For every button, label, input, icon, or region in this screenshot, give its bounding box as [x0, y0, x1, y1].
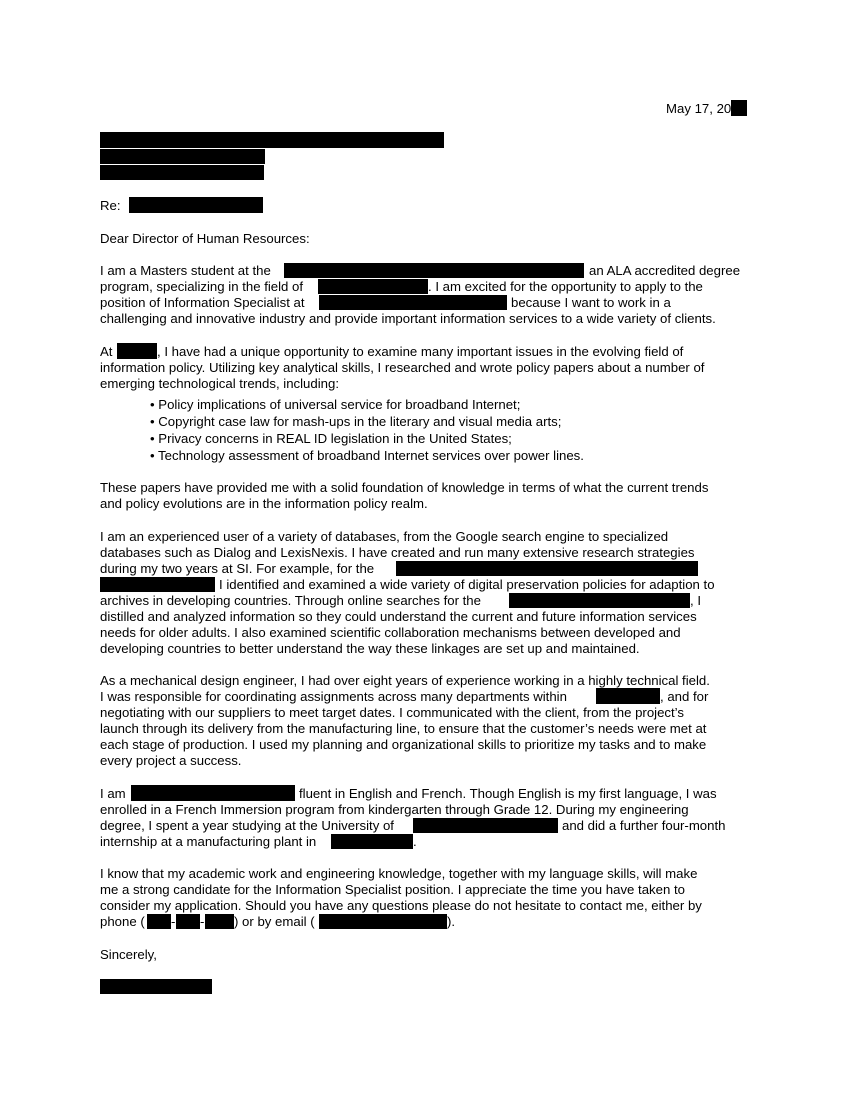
text-segment: - — [171, 914, 176, 929]
paragraph-1-line-1 — [100, 263, 271, 279]
text-segment: position of Information Specialist at — [100, 295, 305, 310]
text-segment: , and for — [660, 689, 709, 704]
text-segment: , I have had a unique opportunity to examine many important issues in the evolving field of — [157, 344, 684, 359]
paragraph-5-line-4: launch through its delivery from the manufacturing line, to ensure that the customer’s needs were met at — [100, 721, 707, 736]
text-segment: . I am excited for the opportunity to apply to the — [428, 279, 703, 294]
recipient-name-redaction — [100, 132, 444, 148]
redaction-block — [731, 100, 747, 116]
re-label: Re: — [100, 198, 121, 213]
text-segment: an ALA accredited degree — [589, 263, 741, 278]
letter-date — [666, 100, 747, 117]
closing: Sincerely, — [100, 947, 157, 962]
field-redaction — [318, 279, 428, 294]
phone-prefix-redaction — [176, 914, 200, 929]
bullet-item: • Privacy concerns in REAL ID legislation in the United States; — [150, 431, 512, 446]
paragraph-4-line-8: developing countries to better understand the way these linkages are set up and maintained. — [100, 641, 640, 656]
bullet-item: • Technology assessment of broadband Internet services over power lines. — [150, 448, 584, 463]
paragraph-6-line-2: enrolled in a French Immersion program from kindergarten through Grade 12. During my engineering — [100, 802, 689, 817]
paragraph-5-line-1: As a mechanical design engineer, I had over eight years of experience working in a highly technical field. — [100, 673, 710, 688]
phone-line-redaction — [205, 914, 234, 929]
paragraph-4-line-7: needs for older adults. I also examined scientific collaboration mechanisms between developed and — [100, 625, 681, 640]
recipient-city-redaction — [100, 165, 264, 180]
school-name-redaction — [284, 263, 584, 278]
paragraph-5-line-6: every project a success. — [100, 753, 242, 768]
text-segment: . — [413, 834, 417, 849]
text-segment: program, specializing in the field of — [100, 279, 304, 294]
paragraph-4-line-3: during my two years at SI. For example, for the — [100, 561, 375, 576]
bullet-item: • Policy implications of universal service for broadband Internet; — [150, 397, 521, 412]
paragraph-7-line-1: I know that my academic work and engineering knowledge, together with my language skills, will make — [100, 866, 698, 881]
email-redaction — [319, 914, 447, 929]
status-redaction — [131, 785, 295, 801]
paragraph-5-line-3: negotiating with our suppliers to meet target dates. I communicated with the client, from the project’s — [100, 705, 684, 720]
re-line — [100, 198, 121, 214]
text-segment: degree, I spent a year studying at the University of — [100, 818, 394, 833]
bullet-item: • Copyright case law for mash-ups in the literary and visual media arts; — [150, 414, 562, 429]
signature-redaction — [100, 979, 212, 994]
paragraph-7-line-4 — [100, 914, 145, 930]
paragraph-5-line-5: each stage of production. I used my planning and organizational skills to prioritize my tasks and to make — [100, 737, 707, 752]
paragraph-6-line-4 — [100, 834, 316, 850]
paragraph-1-line-2 — [100, 279, 303, 295]
paragraph-2-line-1 — [100, 344, 112, 360]
text-segment: archives in developing countries. Through online searches for the — [100, 593, 481, 608]
paragraph-7-line-2: me a strong candidate for the Information Specialist position. I appreciate the time you have taken to — [100, 882, 685, 897]
text-segment: , I — [690, 593, 701, 608]
paragraph-4-line-6: distilled and analyzed information so they could understand the current and future information services — [100, 609, 697, 624]
location-redaction — [331, 834, 413, 849]
paragraph-1-line-3 — [100, 295, 305, 311]
organization-redaction — [509, 593, 690, 608]
text-segment: phone ( — [100, 914, 145, 929]
paragraph-1-line-4: challenging and innovative industry and provide important information services to a wide variety of clients. — [100, 311, 716, 326]
text-segment: ) or by email ( — [234, 914, 315, 929]
paragraph-3-line-2: and policy evolutions are in the information policy realm. — [100, 496, 428, 511]
paragraph-4-line-2: databases such as Dialog and LexisNexis. I have created and run many extensive research strategies — [100, 545, 695, 560]
employer-redaction — [596, 688, 660, 704]
text-segment: internship at a manufacturing plant in — [100, 834, 317, 849]
recipient-address-redaction — [100, 149, 265, 164]
text-segment: - — [200, 914, 205, 929]
text-segment: I am — [100, 786, 126, 801]
school-abbr-redaction — [117, 343, 157, 359]
re-subject-redaction — [129, 197, 263, 213]
date-text: May 17, 20 — [666, 101, 732, 116]
project-redaction-cont — [100, 577, 215, 592]
company-redaction — [319, 295, 507, 310]
text-segment: because I want to work in a — [511, 295, 671, 310]
text-segment: fluent in English and French. Though English is my first language, I was — [299, 786, 717, 801]
paragraph-7-line-3: consider my application. Should you have any questions please do not hesitate to contact me, either by — [100, 898, 702, 913]
salutation: Dear Director of Human Resources: — [100, 231, 310, 246]
paragraph-4-line-5 — [100, 593, 481, 609]
phone-area-redaction — [147, 914, 171, 929]
paragraph-6-line-1 — [100, 786, 126, 802]
project-redaction — [396, 561, 698, 576]
paragraph-6-line-3 — [100, 818, 394, 834]
paragraph-4-line-1: I am an experienced user of a variety of databases, from the Google search engine to specialized — [100, 529, 669, 544]
text-segment: and did a further four-month — [562, 818, 726, 833]
text-segment: I am a Masters student at the — [100, 263, 271, 278]
text-segment: At — [100, 344, 113, 359]
paragraph-2-line-3: emerging technological trends, including: — [100, 376, 339, 391]
paragraph-4-line-4: I identified and examined a wide variety of digital preservation policies for adaption to — [219, 577, 715, 592]
paragraph-2-line-2: information policy. Utilizing key analytical skills, I researched and wrote policy papers about a number of — [100, 360, 705, 375]
paragraph-3-line-1: These papers have provided me with a solid foundation of knowledge in terms of what the current trends — [100, 480, 709, 495]
text-segment: ). — [447, 914, 456, 929]
text-segment: I was responsible for coordinating assignments across many departments within — [100, 689, 567, 704]
paragraph-5-line-2 — [100, 689, 567, 705]
university-redaction — [413, 818, 558, 833]
